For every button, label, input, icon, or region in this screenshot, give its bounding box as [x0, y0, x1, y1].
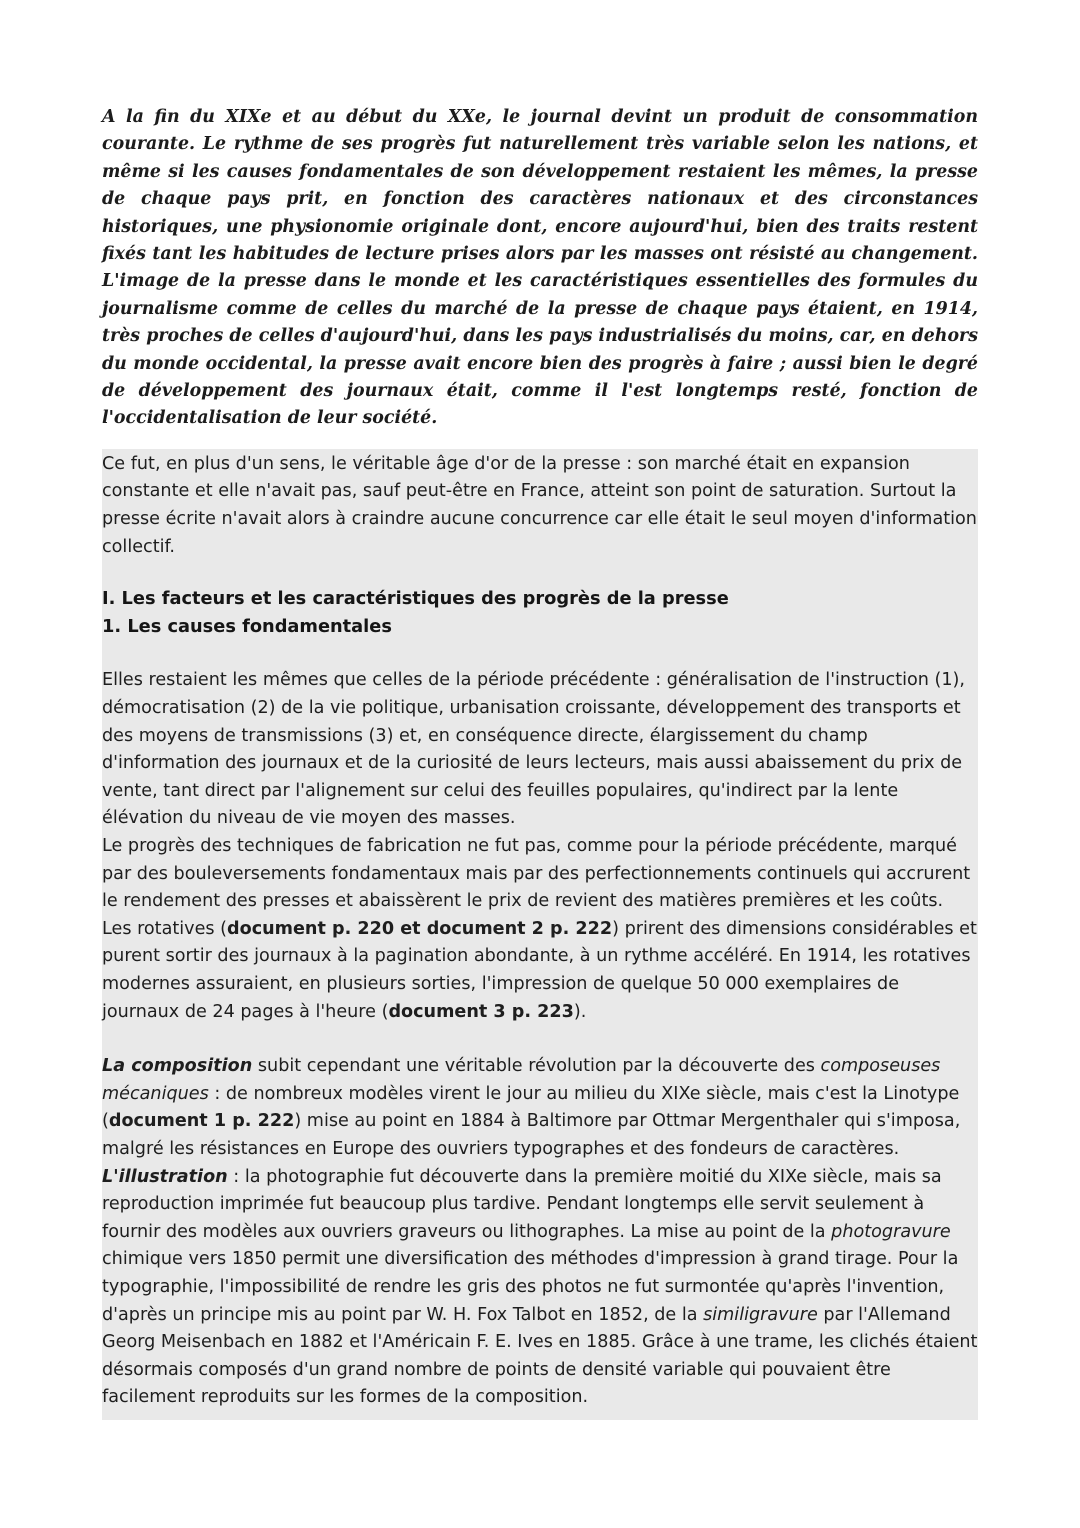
intro-paragraph: A la fin du XIXe et au début du XXe, le journal devint un produit de consommation courante. Le rythme de ses progrès fut naturellement très variable selon les nations, et même si les causes fondamentales de son développement restaient les mêmes, la presse de chaque pays prit, en fonction des caractères nationaux et des circonstances historiques, une physionomie originale dont, encore aujourd'hui, bien des traits restent fixés tant les habitudes de lecture prises alors par les masses ont résisté au changement. L'image de la presse dans le monde et les caractéristiques essentielles des formules du journalisme comme de celles du marché de la presse de chaque pays étaient, en 1914, très proches de celles d'aujourd'hui, dans les pays industrialisés du moins, car, en dehors du monde occidental, la presse avait encore bien des progrès à faire ; aussi bien le degré de développement des journaux était, comme il l'est longtemps resté, fonction de l'occidentalisation de leur société.	[102, 107, 978, 429]
subsection-heading: 1. Les causes fondamentales	[102, 615, 392, 637]
composition-text-2: : de nombreux modèles virent le jour au milieu du XIXe siècle, mais c'est la Linotype (	[102, 1083, 960, 1132]
composition-text-1: subit cependant une véritable révolution par la découverte des	[252, 1056, 821, 1077]
composition-text-3: ) mise au point en 1884 à Baltimore par Ottmar Mergenthaler qui s'imposa, malgré les résistances en Europe des ouvriers typographes et des fondeurs de caractères.	[102, 1111, 961, 1159]
techniques-text-3: ).	[573, 1001, 587, 1022]
illustration-text-1: : la photographie fut découverte dans la première moitié du XIXe siècle, mais sa reproduction imprimée fut beaucoup plus tardive. Pendant longtemps elle servit seulement à fournir des modèles aux ouvriers graveurs ou lithographes. La mise au point de la	[102, 1166, 942, 1242]
techniques-text-2: ) prirent des dimensions considérables et purent sortir des journaux à la pagination abondante, à un rythme accéléré. En 1914, les rotatives modernes assuraient, en plusieurs sorties, l'impression de quelque 50 000 exemplaires de journaux de 24 pages à l'heure (	[102, 918, 977, 1022]
techniques-text-1: Le progrès des techniques de fabrication ne fut pas, comme pour la période précédente, marqué par des bouleversements fondamentaux mais par des perfectionnements continuels qui accrurent le rendement des presses et abaissèrent le prix de revient des matières premières et les coûts. Les rotatives (	[102, 836, 971, 939]
similigravure-term: similigravure	[703, 1304, 818, 1325]
illustration-term: L'illustration	[102, 1166, 228, 1187]
document-reference: document p. 220 et document 2 p. 222	[227, 918, 613, 939]
illustration-paragraph	[102, 1164, 978, 1412]
causes-block	[102, 667, 978, 1026]
techniques-paragraph	[102, 833, 978, 1026]
photogravure-term: photogravure	[831, 1221, 951, 1242]
page-content	[102, 104, 978, 1420]
illustration-text-2: chimique vers 1850 permit une diversification des méthodes d'impression à grand tirage. Pour la typographie, l'impossibilité de rendre les gris des photos ne fut surmontée qu'après l'invention, d'après un principe mis au point par W. H. Fox Talbot en 1852, de la	[102, 1249, 959, 1325]
composition-illustration-block	[102, 1053, 978, 1412]
shaded-text-block	[102, 449, 978, 1420]
document-reference: document 3 p. 223	[388, 1001, 574, 1022]
composition-term: La composition	[102, 1056, 253, 1077]
section-headings	[102, 585, 978, 640]
illustration-text-3: par l'Allemand Georg Meisenbach en 1882 et l'Américain F. E. Ives en 1885. Grâce à une trame, les clichés étaient désormais composés d'un grand nombre de points de densité variable qui pouvaient être facilement reproduits sur les formes de la composition.	[102, 1304, 978, 1408]
composition-paragraph	[102, 1053, 978, 1163]
golden-age-paragraph: Ce fut, en plus d'un sens, le véritable âge d'or de la presse : son marché était en expansion constante et elle n'avait pas, sauf peut-être en France, atteint son point de saturation. Surtout la presse écrite n'avait alors à craindre aucune concurrence car elle était le seul moyen d'information collectif.	[102, 453, 977, 557]
causes-paragraph: Elles restaient les mêmes que celles de la période précédente : généralisation de l'instruction (1), démocratisation (2) de la vie politique, urbanisation croissante, développement des transports et des moyens de transmissions (3) et, en conséquence directe, élargissement du champ d'information des journaux et de la curiosité de leurs lecteurs, mais aussi abaissement du prix de vente, tant direct par l'alignement sur celui des feuilles populaires, qu'indirect par la lente élévation du niveau de vie moyen des masses.	[102, 670, 965, 829]
section-heading: I. Les facteurs et les caractéristiques des progrès de la presse	[102, 588, 729, 610]
document-reference: document 1 p. 222	[108, 1111, 295, 1132]
composition-italic-term: composeuses mécaniques	[102, 1056, 941, 1104]
